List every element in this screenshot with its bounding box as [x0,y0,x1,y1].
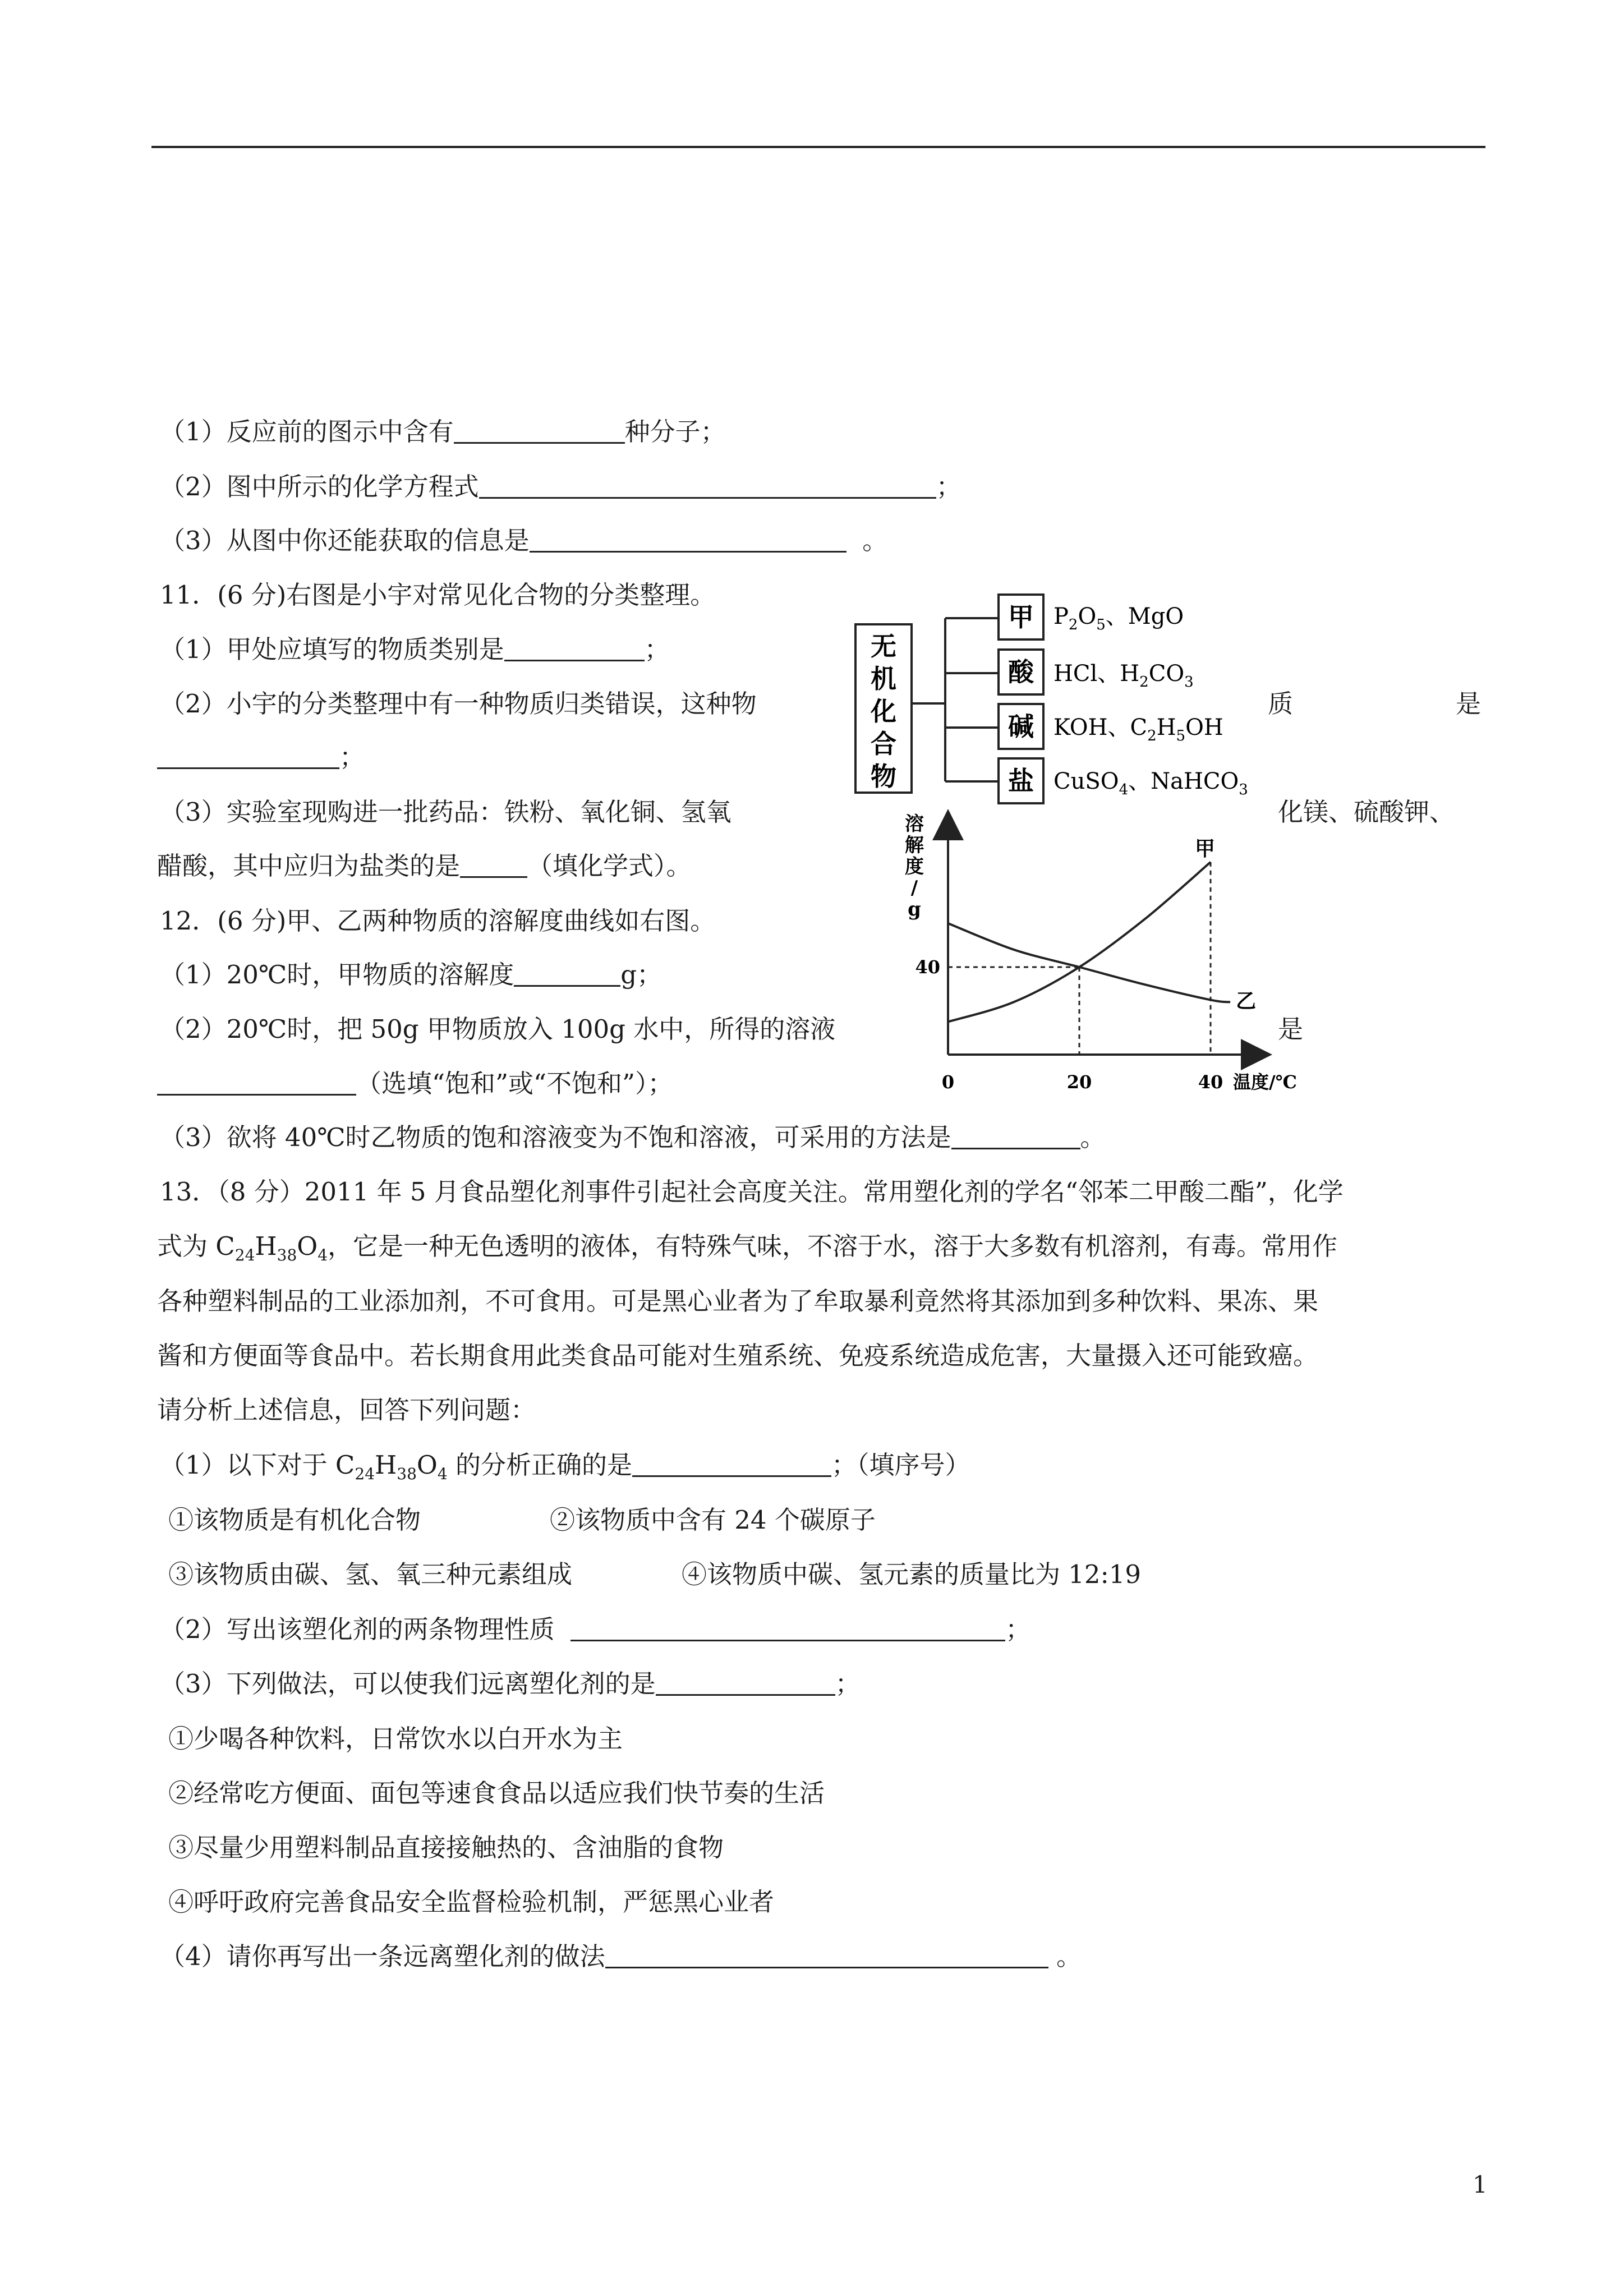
header-rule [151,146,1485,148]
y-axis-label-char: 解 [905,834,924,857]
answer-blank[interactable] [454,417,625,444]
y-axis-label [905,813,924,921]
option-3: ③该物质由碳、氢、氧三种元素组成 [168,1559,573,1589]
q13-4-text: （4）请你再写出一条远离塑化剂的做法 [160,1941,605,1971]
q11-line-2-mid: 质 [1268,689,1294,719]
choice-4: ④呼吁政府完善食品安全监督检验机制，严惩黑心业者 [168,1887,775,1917]
q13-paragraph-line-2 [157,1230,1337,1263]
q13-1-text: 的分析正确的是 [447,1450,632,1480]
q11-1-text: （1）甲处应填写的物质类别是 [160,634,504,664]
q13-paragraph-line-3: 各种塑料制品的工业添加剂，不可食用。可是黑心业者为了牟取暴利竟然将其添加到多种饮料、果冻、果 [157,1286,1319,1316]
q12-title: 12．(6 分)甲、乙两种物质的溶解度曲线如右图。 [160,906,716,936]
answer-blank[interactable] [157,1069,356,1096]
formula-part: O [297,1231,318,1261]
q13-question-2 [160,1613,1030,1646]
q11-4-tail: （填化学式）。 [527,851,692,881]
q11-line-2b [157,740,365,774]
formula-sub: 24 [355,1465,375,1483]
root-char: 无 [871,631,896,661]
answer-blank[interactable] [571,1615,1005,1641]
q11-line-1 [160,633,670,666]
answer-blank[interactable] [514,960,620,987]
q13-2-text: （2）写出该塑化剂的两条物理性质 [160,1614,555,1644]
q10-1-tail: 种分子； [624,417,726,447]
formula-part: H [255,1231,277,1261]
root-char: 机 [871,664,896,694]
choice-2: ②经常吃方便面、面包等速食食品以适应我们快节奏的生活 [168,1778,825,1808]
series-curve-1 [948,862,1211,1022]
answer-blank[interactable] [656,1669,835,1696]
formula-part: 式为 C [157,1231,235,1261]
q13-4-tail: 。 [1056,1941,1082,1971]
formula-sub: 38 [277,1246,297,1264]
y-axis-label-char: 度 [905,855,924,878]
q13-question-3 [160,1667,861,1701]
q12-line-1 [160,958,662,992]
q12-4-text: （3）欲将 40℃时乙物质的饱和溶液变为不饱和溶液，可采用的方法是 [160,1122,951,1152]
page-number: 1 [1473,2171,1488,2198]
q13-question-4 [160,1940,1082,1973]
q12-3-tail: （选填“饱和”或“不饱和”）； [356,1069,673,1098]
root-char: 合 [871,729,896,759]
formula-part: O [416,1450,438,1480]
q11-1-tail: ； [644,634,670,664]
answer-blank[interactable] [951,1123,1080,1149]
x-axis-label: 温度/℃ [1233,1071,1298,1093]
answer-blank[interactable] [479,472,936,499]
answer-blank[interactable] [157,743,339,769]
q11-line-3: （3）实验室现购进一批药品：铁粉、氧化铜、氢氧 [160,797,732,827]
q12-line-3 [157,1067,673,1101]
root-char: 物 [871,761,896,792]
branch-label: 碱 [1008,711,1034,742]
q13-paragraph-line-4: 酱和方便面等食品中。若长期食用此类食品可能对生殖系统、免疫系统造成危害，大量摄入还可能致癌。 [157,1341,1319,1370]
q12-1-tail: g； [620,960,663,990]
choice-3: ③尽量少用塑料制品直接接触热的、含油脂的食物 [168,1833,724,1862]
y-tick-label: 40 [915,956,940,978]
q13-3-tail: ； [835,1669,861,1699]
branch-items: KOH、$C_2H_5OH$ [1053,715,1223,744]
series-label: 甲 [1195,836,1216,861]
x-tick-label: 0 [941,1071,955,1093]
q11-line-3-end: 化镁、硫酸钾、 [1278,797,1455,827]
x-tick-label: 40 [1198,1071,1223,1093]
q11-4-text: 醋酸，其中应归为盐类的是 [157,851,461,881]
q13-1-text: （1）以下对于 C [160,1450,355,1480]
q10-line-1 [160,415,726,449]
formula-part: H [375,1450,397,1480]
q10-line-2 [160,470,961,504]
branch-label: 酸 [1008,657,1034,687]
branch-label: 甲 [1008,602,1034,632]
q13-1-tail: ；（填序号） [831,1450,970,1480]
y-axis-label-char: / [910,877,918,899]
classification-diagram [853,583,1248,808]
series-curve-2 [948,923,1230,1002]
answer-blank[interactable] [632,1451,831,1477]
answer-blank[interactable] [460,852,527,878]
solubility-chart [903,813,1298,1105]
choice-1: ①少喝各种饮料，日常饮水以白开水为主 [168,1724,623,1754]
answer-blank[interactable] [530,526,846,553]
q10-line-3 [160,524,887,558]
q13-3-text: （3）下列做法，可以使我们远离塑化剂的是 [160,1669,656,1699]
option-1: ①该物质是有机化合物 [168,1505,421,1535]
q11-title: 11．(6 分)右图是小宇对常见化合物的分类整理。 [160,580,716,610]
q10-2-tail: ； [936,472,961,501]
q10-1-text: （1）反应前的图示中含有 [160,417,454,447]
q11-line-2: （2）小宇的分类整理中有一种物质归类错误，这种物 [160,689,757,719]
q10-3-tail: 。 [862,526,888,555]
q12-line-2: （2）20℃时，把 50g 甲物质放入 100g 水中，所得的溶液 [160,1014,836,1044]
branch-items: CuSO$_4$、NaHCO$_3$ [1053,769,1248,798]
q12-line-2-end: 是 [1278,1014,1304,1044]
branch-items: HCl、$H_2CO_3$ [1053,661,1194,691]
option-4: ④该物质中碳、氢元素的质量比为 12:19 [682,1559,1141,1589]
formula-sub: 38 [397,1465,417,1483]
answer-blank[interactable] [605,1942,1048,1968]
paragraph-text: ，它是一种无色透明的液体，有特殊气味，不溶于水，溶于大多数有机溶剂，有毒。常用作 [328,1231,1338,1261]
formula-sub: 4 [318,1246,328,1264]
root-char: 化 [871,696,896,726]
y-axis-label-char: g [908,898,921,921]
q11-line-4 [157,849,692,883]
formula-sub: 4 [437,1465,448,1483]
branch-label: 盐 [1008,766,1034,796]
option-2: ②该物质中含有 24 个碳原子 [550,1505,876,1535]
q12-1-text: （1）20℃时，甲物质的溶解度 [160,960,514,990]
x-tick-label: 20 [1066,1071,1092,1093]
q13-title: 13．（8 分）2011 年 5 月食品塑化剂事件引起社会高度关注。常用塑化剂的学名“邻苯二甲酸二酯”，化学 [160,1177,1344,1207]
q10-2-text: （2）图中所示的化学方程式 [160,472,479,501]
y-axis-label-char: 溶 [905,813,924,835]
q12-4-tail: 。 [1080,1122,1106,1152]
formula-sub: 24 [234,1246,255,1264]
answer-blank[interactable] [504,635,645,661]
q11-line-2-end: 是 [1456,689,1482,719]
q10-3-text: （3）从图中你还能获取的信息是 [160,526,530,555]
q12-line-4 [160,1121,1106,1154]
q11-2-tail: ； [339,742,365,772]
series-label: 乙 [1236,989,1257,1013]
branch-items: $P_2O_5$、MgO [1053,604,1184,633]
q13-2-tail: ； [1005,1614,1031,1644]
q13-question-1 [160,1448,970,1482]
q13-paragraph-line-5: 请分析上述信息，回答下列问题： [157,1395,536,1425]
